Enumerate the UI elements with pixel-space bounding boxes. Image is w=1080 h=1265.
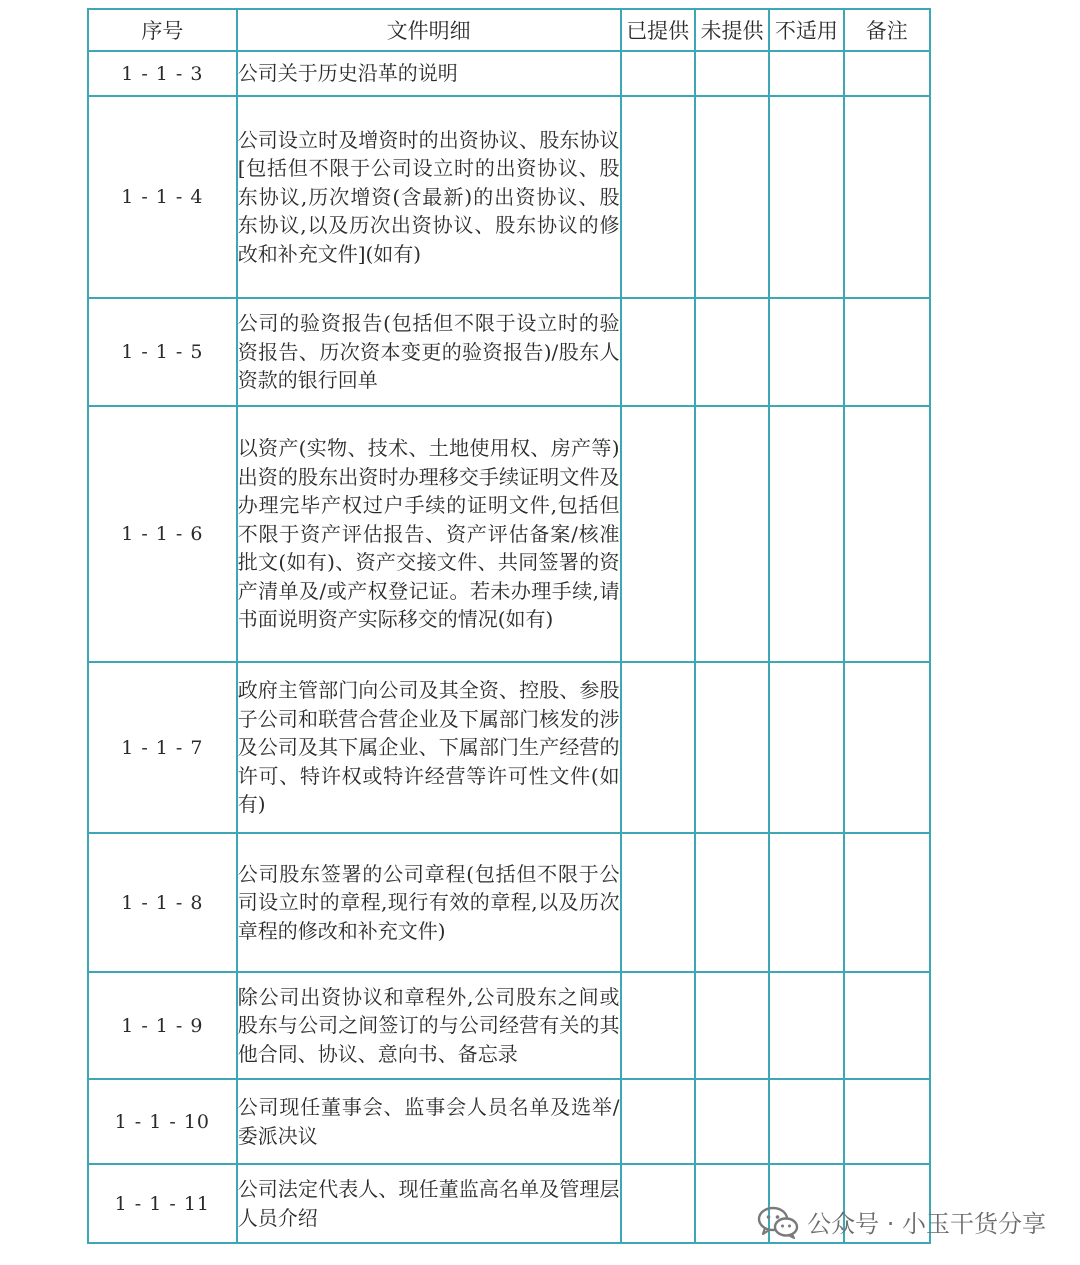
table-row (88, 96, 930, 298)
row-detail: 以资产(实物、技术、土地使用权、房产等)出资的股东出资时办理移交手续证明文件及办理完毕产权过户手续的证明文件,包括但不限于资产评估报告、资产评估备案/核准批文(如有)、资产交接文件、共同签署的资产清单及/或产权登记证。若未办理手续,请书面说明资产实际移交的情况(如有) (237, 406, 621, 662)
not-provided-cell[interactable] (695, 1079, 769, 1164)
table-row (88, 833, 930, 972)
table-row (88, 1079, 930, 1164)
row-detail: 政府主管部门向公司及其全资、控股、参股子公司和联营合营企业及下属部门核发的涉及公司及其下属企业、下属部门生产经营的许可、特许权或特许经营等许可性文件(如有) (237, 662, 621, 833)
watermark-text: 公众号 · 小玉干货分享 (807, 1210, 1046, 1238)
remark-cell[interactable] (844, 51, 930, 96)
provided-cell[interactable] (621, 833, 695, 972)
checklist-sheet (87, 8, 931, 1244)
row-number: 1 - 1 - 9 (88, 972, 237, 1079)
provided-cell[interactable] (621, 662, 695, 833)
not-provided-cell[interactable] (695, 298, 769, 406)
not-applicable-cell[interactable] (769, 833, 843, 972)
header-detail: 文件明细 (237, 9, 621, 51)
not-provided-cell[interactable] (695, 833, 769, 972)
not-provided-cell[interactable] (695, 662, 769, 833)
not-provided-cell[interactable] (695, 51, 769, 96)
row-detail: 除公司出资协议和章程外,公司股东之间或股东与公司之间签订的与公司经营有关的其他合同、协议、意向书、备忘录 (237, 972, 621, 1079)
row-detail: 公司关于历史沿革的说明 (237, 51, 621, 96)
not-applicable-cell[interactable] (769, 662, 843, 833)
not-provided-cell[interactable] (695, 406, 769, 662)
not-applicable-cell[interactable] (769, 298, 843, 406)
table-row (88, 972, 930, 1079)
provided-cell[interactable] (621, 972, 695, 1079)
row-detail: 公司股东签署的公司章程(包括但不限于公司设立时的章程,现行有效的章程,以及历次章程的修改和补充文件) (237, 833, 621, 972)
row-number: 1 - 1 - 7 (88, 662, 237, 833)
provided-cell[interactable] (621, 406, 695, 662)
row-detail: 公司的验资报告(包括但不限于设立时的验资报告、历次资本变更的验资报告)/股东人资款的银行回单 (237, 298, 621, 406)
provided-cell[interactable] (621, 51, 695, 96)
row-detail: 公司现任董事会、监事会人员名单及选举/委派决议 (237, 1079, 621, 1164)
remark-cell[interactable] (844, 406, 930, 662)
row-number: 1 - 1 - 6 (88, 406, 237, 662)
provided-cell[interactable] (621, 96, 695, 298)
remark-cell[interactable] (844, 298, 930, 406)
not-applicable-cell[interactable] (769, 96, 843, 298)
provided-cell[interactable] (621, 1164, 695, 1243)
remark-cell[interactable] (844, 1079, 930, 1164)
provided-cell[interactable] (621, 1079, 695, 1164)
table-row (88, 298, 930, 406)
not-applicable-cell[interactable] (769, 406, 843, 662)
not-applicable-cell[interactable] (769, 51, 843, 96)
not-applicable-cell[interactable] (769, 1079, 843, 1164)
wechat-watermark (757, 1204, 1046, 1239)
row-detail: 公司法定代表人、现任董监高名单及管理层人员介绍 (237, 1164, 621, 1243)
remark-cell[interactable] (844, 833, 930, 972)
wechat-icon (757, 1205, 799, 1239)
row-number: 1 - 1 - 5 (88, 298, 237, 406)
remark-cell[interactable] (844, 662, 930, 833)
provided-cell[interactable] (621, 298, 695, 406)
not-provided-cell[interactable] (695, 96, 769, 298)
table-row (88, 662, 930, 833)
header-remark: 备注 (844, 9, 930, 51)
not-provided-cell[interactable] (695, 972, 769, 1079)
table-row (88, 51, 930, 96)
row-detail: 公司设立时及增资时的出资协议、股东协议[包括但不限于公司设立时的出资协议、股东协议,历次增资(含最新)的出资协议、股东协议,以及历次出资协议、股东协议的修改和补充文件](如有) (237, 96, 621, 298)
header-not-applicable: 不适用 (769, 9, 843, 51)
header-no: 序号 (88, 9, 237, 51)
table-header-row (88, 9, 930, 51)
row-number: 1 - 1 - 3 (88, 51, 237, 96)
not-applicable-cell[interactable] (769, 972, 843, 1079)
row-number: 1 - 1 - 10 (88, 1079, 237, 1164)
row-number: 1 - 1 - 8 (88, 833, 237, 972)
row-number: 1 - 1 - 11 (88, 1164, 237, 1243)
remark-cell[interactable] (844, 96, 930, 298)
document-checklist-table (87, 8, 931, 1244)
table-row (88, 406, 930, 662)
header-provided: 已提供 (621, 9, 695, 51)
remark-cell[interactable] (844, 972, 930, 1079)
header-not-provided: 未提供 (695, 9, 769, 51)
row-number: 1 - 1 - 4 (88, 96, 237, 298)
